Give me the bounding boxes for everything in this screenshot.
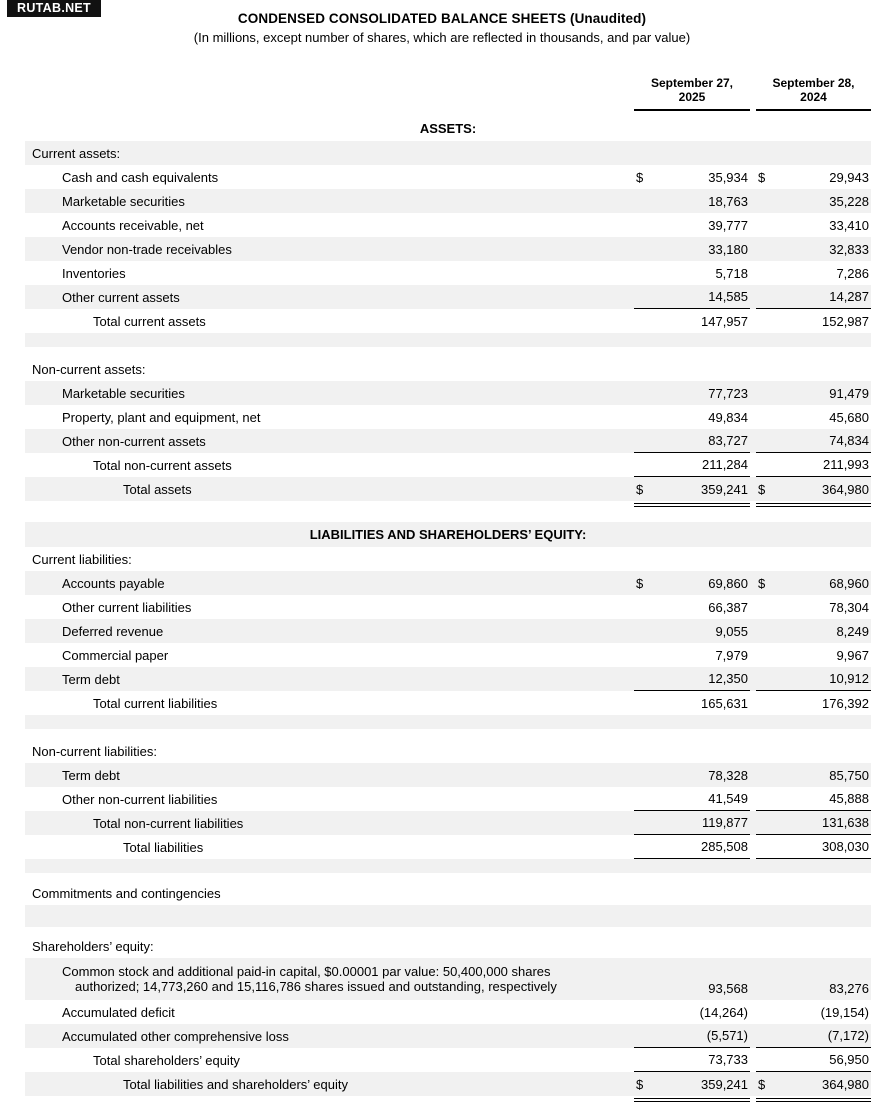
row-label [25,643,634,667]
value-col-2024 [756,763,871,787]
dollar-sign: $ [758,1076,766,1092]
row-label-text: Total non-current liabilities [93,815,244,831]
cell-value: 74,834 [829,433,869,448]
table-header [25,76,871,111]
value-col-2024 [756,237,871,261]
row-label [25,405,634,429]
row-label [25,1072,634,1096]
value-col-2024 [756,547,871,571]
row-label-text: Total shareholders’ equity [93,1052,240,1068]
dollar-sign: $ [636,481,644,497]
value-col-2025 [634,763,750,787]
value-col-2025 [634,1048,750,1072]
table-row [25,453,871,477]
value-col-2024 [756,934,871,958]
cell-value: 211,284 [701,457,748,472]
row-label [25,453,634,477]
cell-value: 10,912 [829,671,869,686]
dollar-sign: $ [758,481,766,497]
cell-value: 93,568 [708,981,748,996]
table-row [25,357,871,381]
row-label [25,881,634,905]
value-col-2025 [634,619,750,643]
value-col-2024 [756,835,871,859]
row-label-text: Total current assets [93,313,206,329]
value-col-2024 [756,429,871,453]
cell-value: 211,993 [822,457,869,472]
row-label [25,934,634,958]
section-title-row [25,522,871,547]
row-label-text: Current liabilities: [32,551,132,567]
value-col-2024 [756,1048,871,1072]
cell-value: 285,508 [701,839,748,854]
row-label [25,237,634,261]
table-row [25,739,871,763]
table-row [25,881,871,905]
row-label-text: Cash and cash equivalents [62,169,219,185]
cell-value: 78,304 [829,599,869,615]
cell-value: 49,834 [708,409,748,425]
spacer-row [25,873,871,881]
cell-value: 152,987 [822,313,869,329]
value-col-2025 [634,571,750,595]
cell-value: 91,479 [829,385,869,401]
value-col-2025 [634,213,750,237]
spacer-row [25,715,871,729]
value-col-2024 [756,141,871,165]
cell-value: 39,777 [708,217,748,233]
table-row [25,189,871,213]
cell-value: (5,571) [706,1028,748,1043]
row-label [25,285,634,309]
value-col-2025 [634,405,750,429]
cell-value: 45,888 [829,791,869,806]
value-col-2025 [634,958,750,1000]
cell-value: 8,249 [836,623,869,639]
value-col-2025 [634,165,750,189]
cell-value: 14,287 [829,289,869,304]
row-label [25,189,634,213]
row-label [25,739,634,763]
value-col-2024 [756,477,871,501]
column-header-2025 [634,76,750,111]
value-col-2024 [756,213,871,237]
row-label [25,1048,634,1072]
value-col-2025 [634,453,750,477]
cell-value: 33,410 [829,217,869,233]
value-col-2025 [634,691,750,715]
row-label-text: Other non-current liabilities [62,791,218,807]
row-label [25,547,634,571]
table-row [25,405,871,429]
value-col-2024 [756,811,871,835]
value-col-2024 [756,667,871,691]
row-label [25,595,634,619]
value-col-2025 [634,309,750,333]
row-label-text: Current assets: [32,145,121,161]
value-col-2024 [756,1000,871,1024]
cell-value: 7,979 [715,647,748,663]
cell-value: (14,264) [699,1004,748,1020]
row-label-text: Accumulated deficit [62,1004,175,1020]
cell-value: 83,727 [708,433,748,448]
section-title: ASSETS: [419,121,477,136]
cell-value: 119,877 [701,815,748,830]
row-label-text: Accounts payable [62,575,165,591]
column-header-2024-line2: 2024 [800,90,827,104]
value-col-2024 [756,595,871,619]
value-col-2024 [756,189,871,213]
cell-value: 35,228 [829,193,869,209]
value-col-2025 [634,739,750,763]
cell-value: 73,733 [708,1052,748,1067]
row-label-text: Other current assets [62,289,180,305]
table-row [25,934,871,958]
cell-value: 35,934 [708,169,748,185]
table-row [25,261,871,285]
value-col-2024 [756,309,871,333]
row-label [25,381,634,405]
dollar-sign: $ [758,169,766,185]
value-col-2024 [756,261,871,285]
row-label-text: Accounts receivable, net [62,217,204,233]
table-row [25,213,871,237]
row-label-text: Property, plant and equipment, net [62,409,261,425]
value-col-2025 [634,477,750,501]
value-col-2025 [634,595,750,619]
row-label [25,958,634,1000]
value-col-2025 [634,381,750,405]
table-row [25,811,871,835]
row-label [25,429,634,453]
row-label [25,1024,634,1048]
cell-value: (7,172) [827,1028,869,1043]
header-label-spacer [25,76,634,111]
row-label-line2: authorized; 14,773,260 and 15,116,786 shares issued and outstanding, respectively [75,979,557,994]
table-row [25,285,871,309]
table-row [25,619,871,643]
value-col-2024 [756,643,871,667]
table-row [25,1072,871,1096]
row-label [25,763,634,787]
row-label [25,213,634,237]
page-title: CONDENSED CONSOLIDATED BALANCE SHEETS (Unaudited) [237,11,647,26]
value-col-2025 [634,285,750,309]
dollar-sign: $ [758,575,766,591]
dollar-sign: $ [636,575,644,591]
cell-value: 359,241 [701,1076,748,1092]
value-col-2024 [756,285,871,309]
value-col-2025 [634,667,750,691]
value-col-2024 [756,405,871,429]
cell-value: (19,154) [820,1004,869,1020]
spacer-row [25,927,871,934]
row-label [25,165,634,189]
column-header-2025-line2: 2025 [678,90,706,104]
row-label-text: Non-current assets: [32,361,146,377]
section-title: LIABILITIES AND SHAREHOLDERS’ EQUITY: [309,527,587,542]
value-col-2024 [756,1072,871,1096]
table-row [25,141,871,165]
value-col-2025 [634,1000,750,1024]
cell-value: 9,055 [715,623,748,639]
row-label-line1: Common stock and additional paid-in capital, $0.00001 par value: 50,400,000 shares [62,963,551,979]
value-col-2024 [756,1024,871,1048]
value-col-2025 [634,189,750,213]
table-row [25,429,871,453]
table-row [25,787,871,811]
cell-value: 66,387 [708,599,748,615]
value-col-2025 [634,261,750,285]
cell-value: 7,286 [836,265,869,281]
column-header-2024-line1: September 28, [772,76,855,90]
table-row [25,595,871,619]
row-label-text: Non-current liabilities: [32,743,157,759]
value-col-2025 [634,429,750,453]
row-label [25,811,634,835]
cell-value: 69,860 [708,575,748,591]
row-label [25,261,634,285]
row-label-text: Other current liabilities [62,599,192,615]
cell-value: 68,960 [829,575,869,591]
value-col-2025 [634,547,750,571]
row-label-text: Commercial paper [62,647,169,663]
table-row [25,547,871,571]
cell-value: 176,392 [822,695,869,711]
cell-value: 12,350 [708,671,748,686]
value-col-2025 [634,787,750,811]
value-col-2024 [756,691,871,715]
value-col-2025 [634,1024,750,1048]
row-label-text: Marketable securities [62,193,185,209]
value-col-2024 [756,571,871,595]
table-row [25,309,871,333]
value-col-2024 [756,958,871,1000]
table-row [25,643,871,667]
dollar-sign: $ [636,169,644,185]
cell-value: 9,967 [836,647,869,663]
site-badge: RUTAB.NET [7,0,101,17]
table-row [25,477,871,501]
row-label-text: Vendor non-trade receivables [62,241,232,257]
value-col-2024 [756,787,871,811]
page-subtitle: (In millions, except number of shares, which are reflected in thousands, and par value) [193,30,691,45]
table-body [25,116,871,1096]
cell-value: 83,276 [829,981,869,996]
section-title-row [25,116,871,141]
spacer-row [25,347,871,357]
spacer-row [25,905,871,927]
table-row [25,763,871,787]
cell-value: 165,631 [701,695,748,711]
row-label [25,835,634,859]
table-row [25,165,871,189]
row-label [25,1000,634,1024]
row-label [25,141,634,165]
row-label-text: Deferred revenue [62,623,164,639]
row-label-text: Term debt [62,671,120,687]
cell-value: 364,980 [822,1076,869,1092]
row-label-text: Total current liabilities [93,695,218,711]
table-row [25,1024,871,1048]
table-row [25,691,871,715]
row-label-text: Other non-current assets [62,433,206,449]
balance-sheet-table [25,76,871,1096]
row-label-text: Term debt [62,767,120,783]
row-label-text: Total assets [123,481,192,497]
row-label [25,477,634,501]
cell-value: 364,980 [822,481,869,497]
row-label [25,619,634,643]
value-col-2024 [756,739,871,763]
table-row [25,571,871,595]
row-label-text: Accumulated other comprehensive loss [62,1028,289,1044]
cell-value: 5,718 [715,265,748,281]
cell-value: 359,241 [701,481,748,497]
cell-value: 33,180 [708,241,748,257]
row-label [25,309,634,333]
cell-value: 41,549 [708,791,748,806]
cell-value: 85,750 [829,767,869,783]
value-col-2025 [634,1072,750,1096]
value-col-2025 [634,643,750,667]
table-row [25,835,871,859]
row-label [25,571,634,595]
cell-value: 29,943 [829,169,869,185]
row-label [25,787,634,811]
value-col-2025 [634,237,750,261]
row-label-text: Total non-current assets [93,457,232,473]
value-col-2025 [634,881,750,905]
row-label-text: Commitments and contingencies [32,885,221,901]
row-label-text: Shareholders’ equity: [32,938,154,954]
value-col-2024 [756,381,871,405]
row-label-text: Total liabilities [123,839,204,855]
cell-value: 18,763 [708,193,748,209]
spacer-row [25,859,871,873]
column-header-2024 [756,76,871,111]
table-row [25,381,871,405]
value-col-2025 [634,835,750,859]
row-label-text: Total liabilities and shareholders’ equity [123,1076,348,1092]
cell-value: 45,680 [829,409,869,425]
cell-value: 131,638 [822,815,869,830]
dollar-sign: $ [636,1076,644,1092]
table-row [25,667,871,691]
value-col-2024 [756,453,871,477]
value-col-2025 [634,934,750,958]
value-col-2025 [634,357,750,381]
row-label [25,691,634,715]
spacer-row [25,333,871,347]
cell-value: 78,328 [708,767,748,783]
value-col-2024 [756,619,871,643]
cell-value: 32,833 [829,241,869,257]
column-header-2025-line1: September 27, [650,76,734,90]
table-row [25,1000,871,1024]
cell-value: 14,585 [708,289,748,304]
row-label [25,667,634,691]
cell-value: 308,030 [822,839,869,854]
cell-value: 147,957 [701,313,748,329]
value-col-2025 [634,811,750,835]
spacer-row [25,729,871,739]
table-row [25,958,871,1000]
row-label-text: Marketable securities [62,385,185,401]
table-row [25,1048,871,1072]
table-row [25,237,871,261]
value-col-2025 [634,141,750,165]
value-col-2024 [756,357,871,381]
row-label [25,357,634,381]
cell-value: 56,950 [829,1052,869,1067]
value-col-2024 [756,165,871,189]
row-label-text: Inventories [62,265,126,281]
value-col-2024 [756,881,871,905]
cell-value: 77,723 [708,385,748,401]
